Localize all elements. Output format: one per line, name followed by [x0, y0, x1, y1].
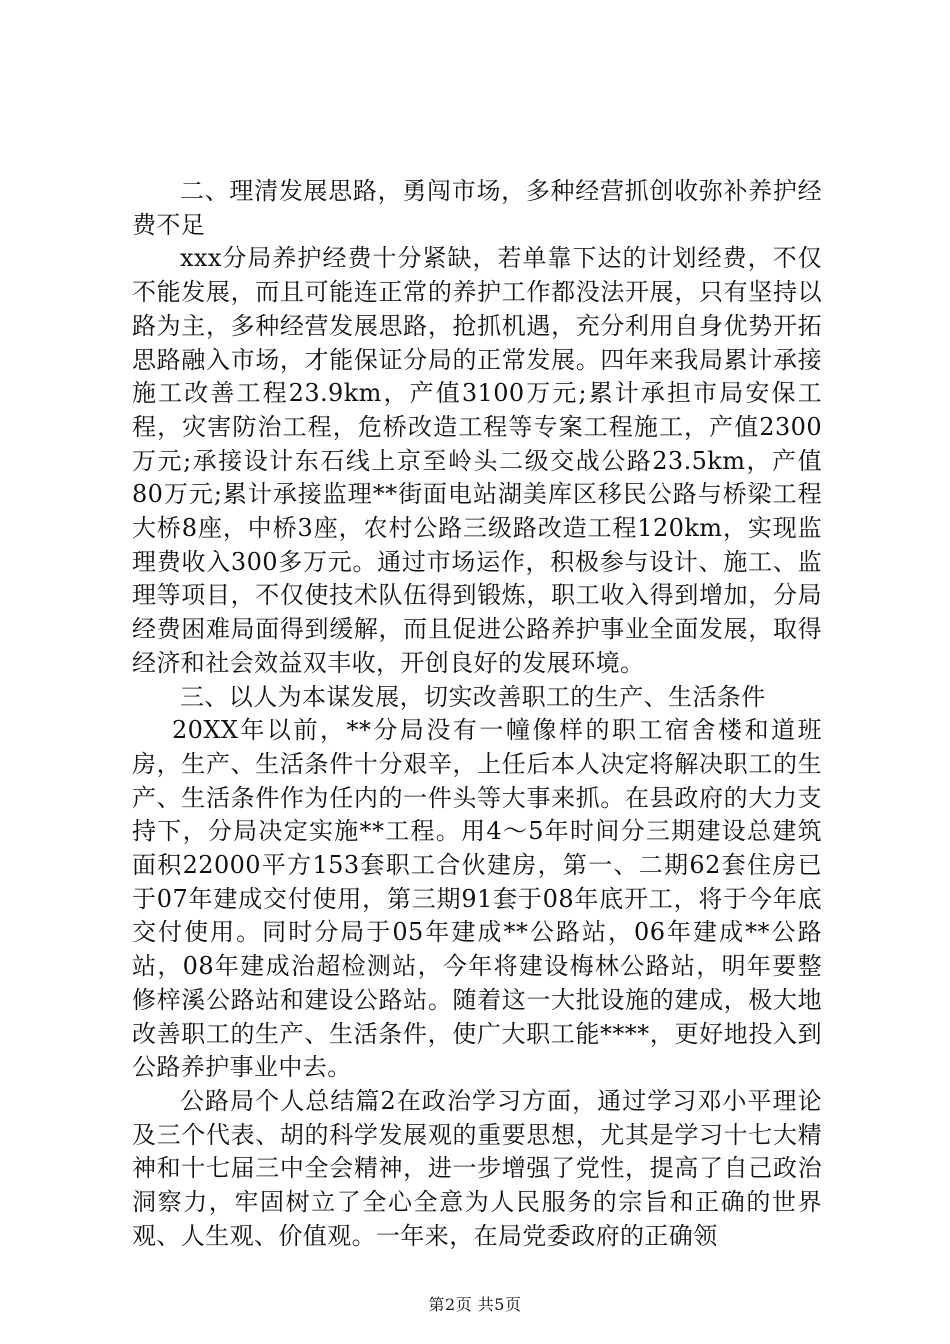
paragraph-housing: 20XX年以前，**分局没有一幢像样的职工宿舍楼和道班房，生产、生活条件十分艰辛，上任后本人决定将解决职工的生产、生活条件作为任内的一件头等大事来抓。在县政府的大力支持下，分局决定实施**工程。用4～5年时间分三期建设总建筑面积22000平方153套职工合伙建房，第一、二期62套住房已于07年建成交付使用，第三期91套于08年底开工，将于今年底交付使用。同时分局于05年建成**公路站，06年建成**公路站，08年建成治超检测站，今年将建设梅林公路站，明年要整修梓溪公路站和建设公路站。随着这一大批设施的建成，极大地改善职工的生产、生活条件，使广大职工能****，更好地投入到公路养护事业中去。 — [132, 716, 822, 1082]
page-number-footer: 第2页 共5页 — [428, 1295, 522, 1314]
paragraph-funding: xxx分局养护经费十分紧缺，若单靠下达的计划经费，不仅不能发展，而且可能连正常的养护工作都没法开展，只有坚持以路为主，多种经营发展思路，抢抓机遇，充分利用自身优势开拓思路融入市场，才能保证分局的正常发展。四年来我局累计承接施工改善工程23.9km，产值3100万元;累计承担市局安保工程，灾害防治工程，危桥改造工程等专案工程施工，产值2300万元;承接设计东石线上京至岭头二级交战公路23.5km，产值80万元;累计承接监理**街面电站湖美库区移民公路与桥梁工程大桥8座，中桥3座，农村公路三级路改造工程120km，实现监理费收入300多万元。通过市场运作，积极参与设计、施工、监理等项目，不仅使技术队伍得到锻炼，职工收入得到增加，分局经费困难局面得到缓解，而且促进公路养护事业全面发展，取得经济和社会效益双丰收，开创良好的发展环境。 — [132, 244, 822, 677]
paragraph-summary-2: 公路局个人总结篇2在政治学习方面，通过学习邓小平理论及三个代表、胡的科学发展观的重要思想，尤其是学习十七大精神和十七届三中全会精神，进一步增强了党性，提高了自己政治洞察力，牢固树立了全心全意为人民服务的宗旨和正确的世界观、人生观、价值观。一年来，在局党委政府的正确领 — [132, 1086, 822, 1250]
document-body — [132, 175, 822, 1254]
section-heading-2: 二、理清发展思路，勇闯市场，多种经营抓创收弥补养护经费不足 — [132, 177, 822, 239]
section-heading-3: 三、以人为本谋发展，切实改善职工的生产、生活条件 — [180, 682, 766, 711]
